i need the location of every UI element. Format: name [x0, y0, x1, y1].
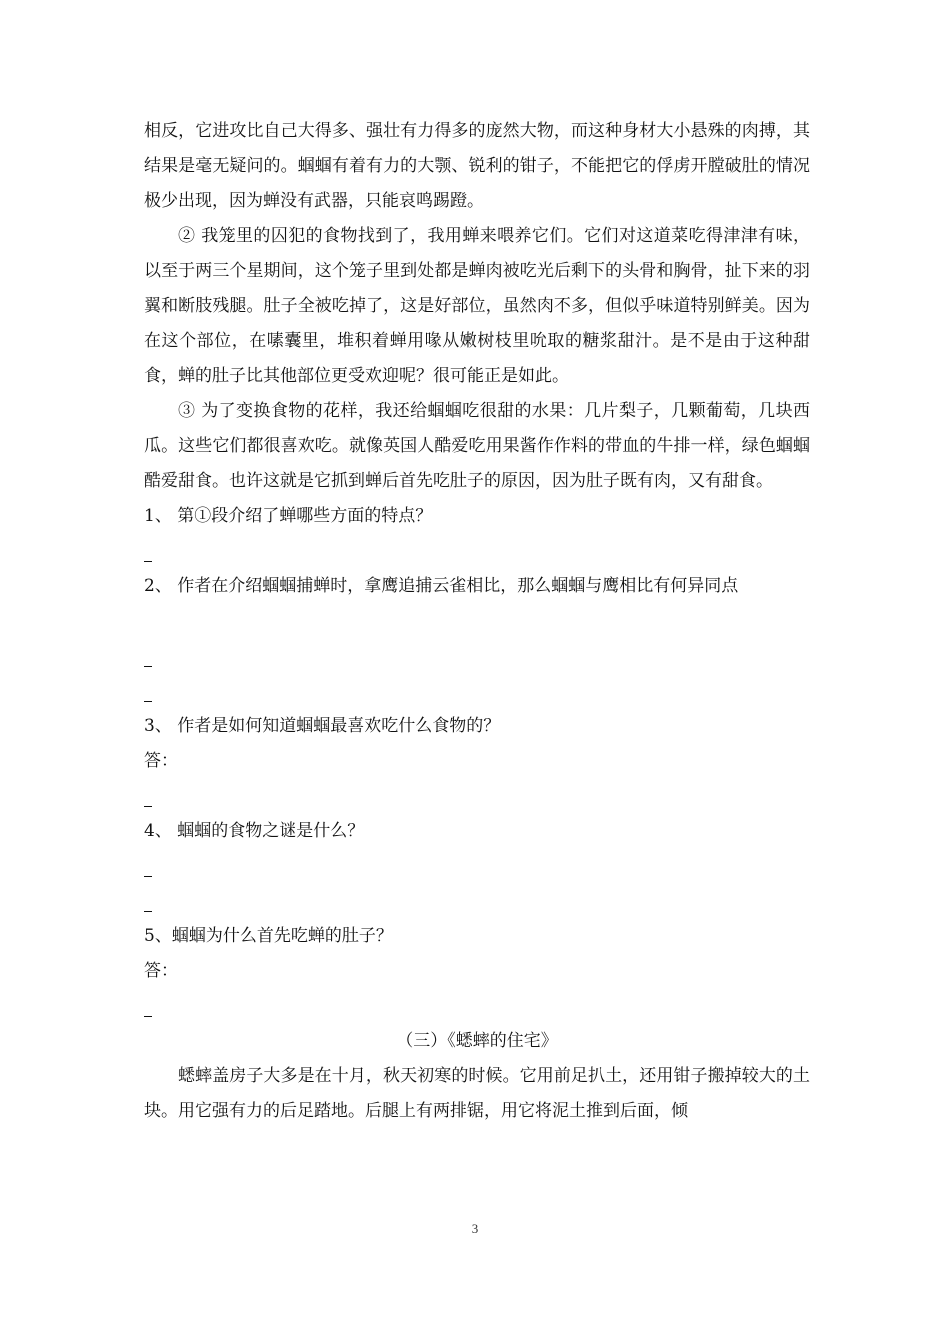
answer-underline [144, 701, 152, 702]
answer-underline [144, 561, 152, 562]
paragraph-continued: 相反，它进攻比自己大得多、强壮有力得多的庞然大物，而这种身材大小悬殊的肉搏，其结果是毫无疑问的。蝈蝈有着有力的大颚、锐利的钳子，不能把它的俘虏开膛破肚的情况极少出现，因为蝉没有武器，只能哀鸣踢蹬。 [144, 121, 810, 211]
answer-line[interactable] [144, 534, 810, 569]
answer-line[interactable] [144, 884, 810, 919]
answer-label: 答： [144, 751, 178, 771]
section-heading: （三）《蟋蟀的住宅》 [396, 1031, 558, 1051]
answer-line[interactable] [144, 779, 810, 814]
answer-underline [144, 1016, 152, 1017]
paragraph-3: ③ 为了变换食物的花样，我还给蝈蝈吃很甜的水果：几片梨子，几颗葡萄，几块西瓜。这些它们都很喜欢吃。就像英国人酷爱吃用果酱作作料的带血的牛排一样，绿色蝈蝈酷爱甜食。也许这就是它抓到蝉后首先吃肚子的原因，因为肚子既有肉，又有甜食。 [144, 401, 810, 491]
question-1: 1、 第①段介绍了蝉哪些方面的特点？ [144, 506, 433, 526]
page-number: 3 [471, 1221, 479, 1236]
answer-underline [144, 876, 152, 877]
answer-line[interactable] [144, 639, 810, 674]
spacer [144, 604, 810, 639]
answer-underline [144, 666, 152, 667]
document-body [144, 114, 810, 1129]
question-5: 5、蝈蝈为什么首先吃蝉的肚子？ [144, 926, 393, 946]
answer-underline [144, 806, 152, 807]
answer-underline [144, 911, 152, 912]
question-2: 2、 作者在介绍蝈蝈捕蝉时，拿鹰追捕云雀相比，那么蝈蝈与鹰相比有何异同点 [144, 576, 739, 596]
question-4: 4、 蝈蝈的食物之谜是什么？ [144, 821, 365, 841]
question-3: 3、 作者是如何知道蝈蝈最喜欢吃什么食物的？ [144, 716, 501, 736]
answer-label: 答： [144, 961, 178, 981]
paragraph-2: ② 我笼里的囚犯的食物找到了，我用蝉来喂养它们。它们对这道菜吃得津津有味，以至于两三个星期间，这个笼子里到处都是蝉肉被吃光后剩下的头骨和胸骨，扯下来的羽翼和断肢残腿。肚子全被吃掉了，这是好部位，虽然肉不多，但似乎味道特别鲜美。因为在这个部位，在嗉囊里，堆积着蝉用喙从嫩树枝里吮取的糖浆甜汁。是不是由于这种甜食，蝉的肚子比其他部位更受欢迎呢？很可能正是如此。 [144, 226, 810, 386]
answer-line[interactable] [144, 674, 810, 709]
section-3-paragraph-1: 蟋蟀盖房子大多是在十月，秋天初寒的时候。它用前足扒土，还用钳子搬掉较大的土块。用它强有力的后足踏地。后腿上有两排锯，用它将泥土推到后面，倾 [144, 1066, 810, 1121]
answer-line[interactable] [144, 849, 810, 884]
answer-line[interactable] [144, 989, 810, 1024]
